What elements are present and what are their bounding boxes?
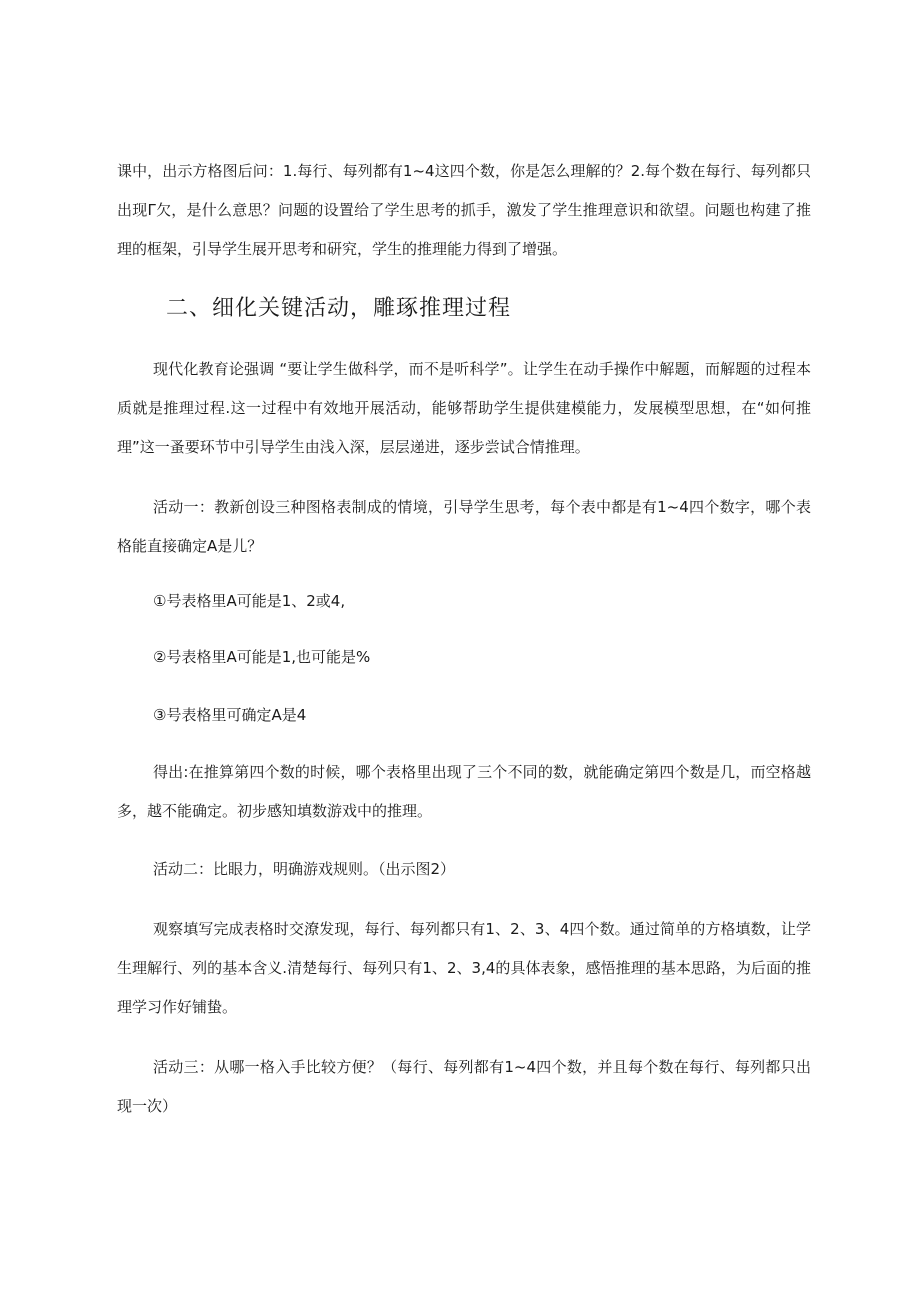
list-item-table-1: ①号表格里A可能是1、2或4, <box>153 592 346 610</box>
paragraph-intro: 课中，出示方格图后问：1.每行、每列都有1~4这四个数，你是怎么理解的？2.每个数在每行、每列都只出现Γ欠，是什么意思？问题的设置给了学生思考的抓手，激发了学生推理意识和欲望。问题也构建了推理的框架，引导学生展开思考和研究，学生的推理能力得到了增强。 <box>117 162 811 258</box>
list-item-table-3: ③号表格里可确定A是4 <box>153 706 307 724</box>
paragraph-activity-one: 活动一：教新创设三种图格表制成的情境，引导学生思考，每个表中都是有1~4四个数字，哪个表格能直接确定A是儿？ <box>117 498 811 555</box>
paragraph-activity-two: 活动二：比眼力，明确游戏规则。（出示图2） <box>153 860 456 878</box>
paragraph-conclusion: 得出:在推算第四个数的时候，哪个表格里出现了三个不同的数，就能确定第四个数是几，而空格越多，越不能确定。初步感知填数游戏中的推理。 <box>117 763 811 820</box>
paragraph-modern-education: 现代化教育论强调 “要让学生做科学，而不是听科学”。让学生在动手操作中解题，而解题的过程本质就是推理过程.这一过程中有效地开展活动，能够帮助学生提供建模能力，发展模型思想，在“如何推理”这一蚤要环节中引导学生由浅入深，层层递进，逐步尝试合情推理。 <box>117 360 811 456</box>
paragraph-activity-three: 活动三：从哪一格入手比较方便？（每行、每列都有1~4四个数，并且每个数在每行、每列都只出现一次） <box>117 1058 811 1115</box>
section-heading: 二、细化关键活动，雕琢推理过程 <box>166 296 512 321</box>
paragraph-observation: 观察填写完成表格时交潦发现，每行、每列都只有1、2、3、4四个数。通过简单的方格填数，让学生理解行、列的基本含义.清楚每行、每列只有1、2、3,4的具体表象，感悟推理的基本思路，为后面的推理学习作好铺蛰。 <box>117 920 811 1016</box>
list-item-table-2: ②号表格里A可能是1,也可能是% <box>153 648 371 666</box>
